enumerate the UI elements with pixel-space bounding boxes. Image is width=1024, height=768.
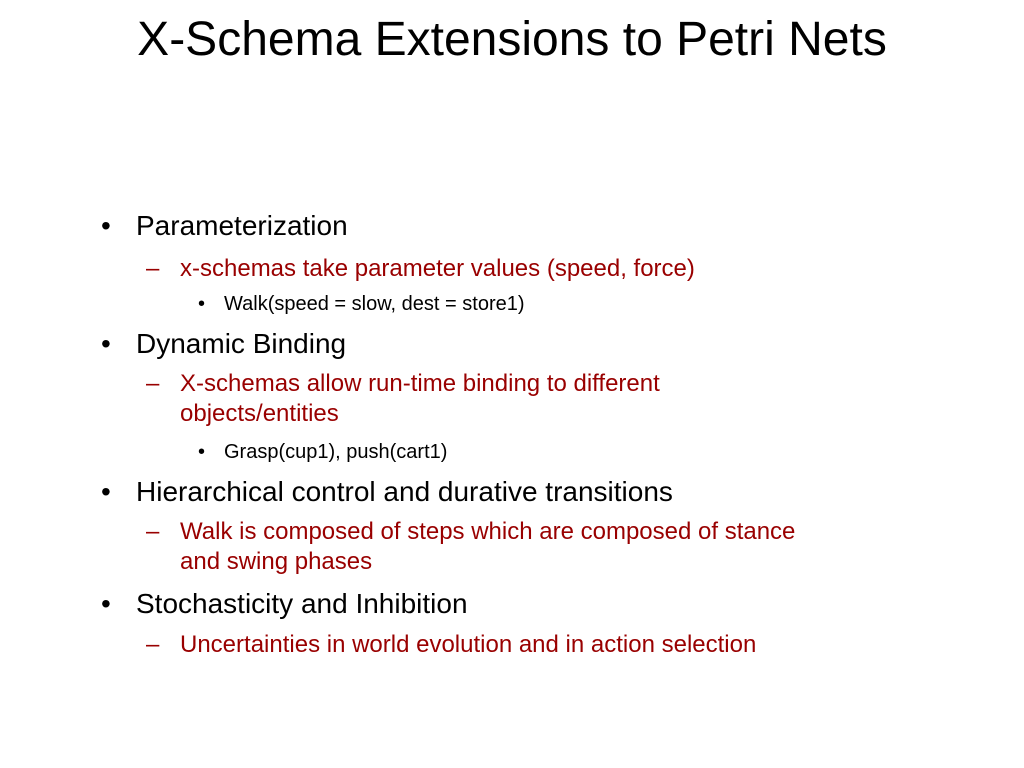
bullet-marker: • (101, 210, 111, 241)
bullet-text: Stochasticity and Inhibition (136, 588, 468, 619)
sub-bullet-text: Uncertainties in world evolution and in action selection (180, 631, 757, 658)
dash-marker: – (146, 255, 160, 282)
sub-bullet-text: X-schemas allow run-time binding to different objects/entities (180, 370, 660, 427)
dash-marker: – (146, 518, 160, 545)
bullet-marker: • (101, 476, 111, 507)
bullet-text: Dynamic Binding (136, 328, 347, 359)
bullet-marker: • (101, 328, 111, 359)
sub-sub-bullet-text: Walk(speed = slow, dest = store1) (224, 293, 525, 315)
bullet-marker: • (198, 441, 206, 463)
sub-bullet-text: Walk is composed of steps which are composed of stance and swing phases (180, 518, 796, 575)
sub-bullet-text: x-schemas take parameter values (speed, force) (180, 255, 695, 282)
dash-marker: – (146, 370, 160, 397)
sub-sub-bullet-text: Grasp(cup1), push(cart1) (224, 441, 448, 463)
bullet-marker: • (101, 588, 111, 619)
bullet-marker: • (198, 293, 206, 315)
slide-title: X-Schema Extensions to Petri Nets (137, 13, 887, 66)
dash-marker: – (146, 631, 160, 658)
bullet-text: Parameterization (136, 210, 348, 241)
bullet-text: Hierarchical control and durative transitions (136, 476, 673, 507)
